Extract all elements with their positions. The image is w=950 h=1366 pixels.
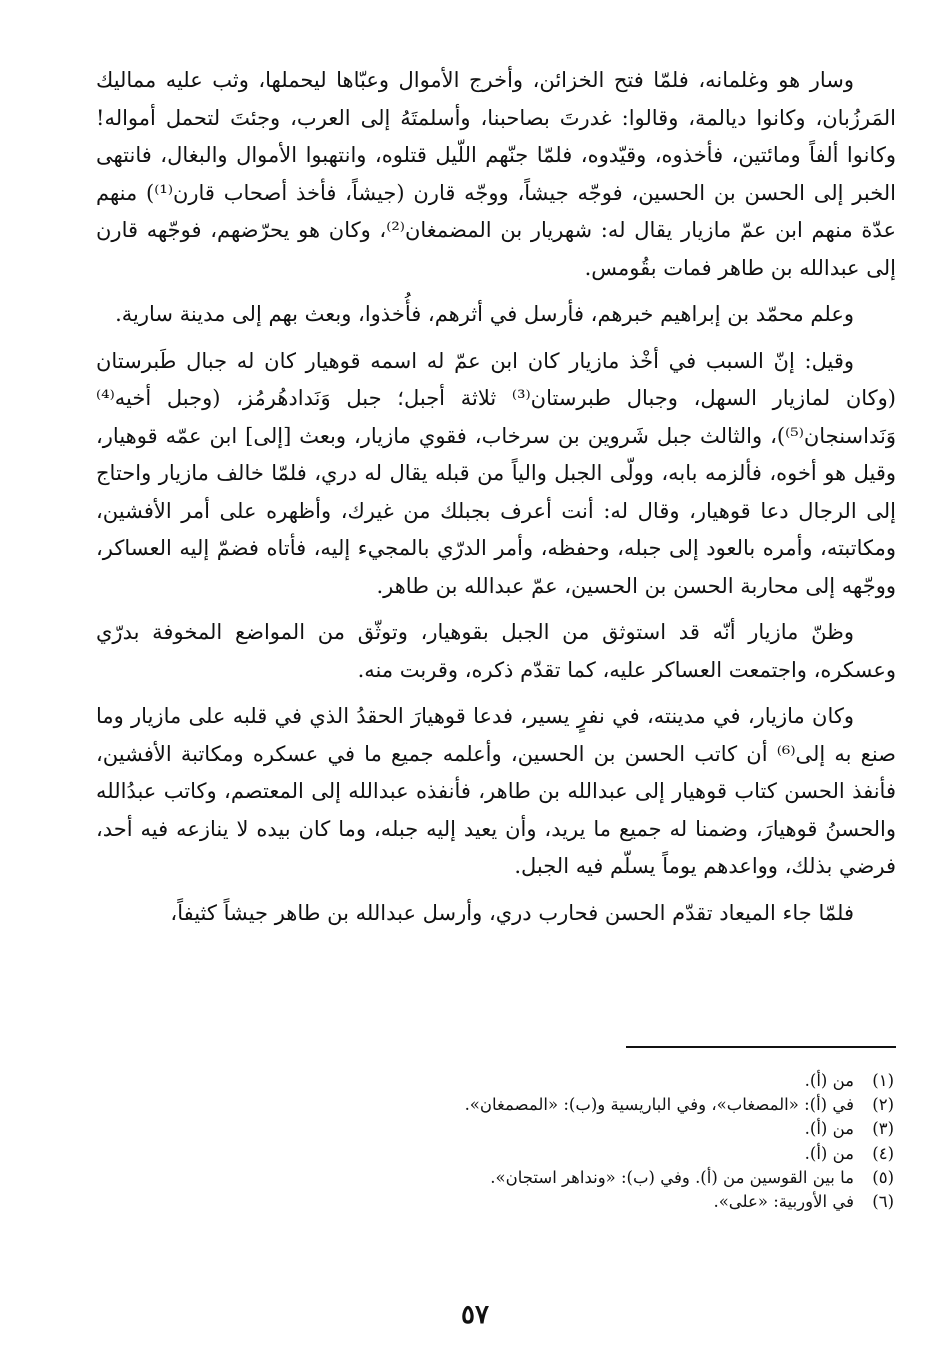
footnote (200, 1069, 894, 1093)
paragraph-3: وقيل: إنّ السبب في أخْذ مازيار كان ابن عمّ له اسمه قوهيار كان له جبال طَبرستان (وكان لمازيار السهل، وجبال طبرستان⁽³⁾ ثلاثة أجبل؛ جبل وَنَدادهُرمُز، (وجبل أخيه⁽⁴⁾ وَنَداسنجان⁽⁵⁾)، والثالث جبل شَروين بن سرخاب، فقوي مازيار، وبعث [إلى] ابن عمّه قوهيار، وقيل هو أخوه، فألزمه بابه، وولّى الجبل والياً من قبله يقال له دري، فلمّا خالف مازيار واحتاج إلى الرجال دعا قوهيار، وقال له: أنت أعرف بجبلك من غيرك، وأظهره على أمر الأفشين، ومكاتبته، وأمره بالعود إلى جبله، وحفظه، وأمر الدرّي بالمجيء إليه، فأتاه فضمّ إليه العساكر، ووجّهه إلى محاربة الحسن بن الحسين، عمّ عبدالله بن طاهر. (96, 348, 896, 598)
footnote (200, 1117, 894, 1141)
main-text (96, 62, 896, 941)
paragraph-4: وظنّ مازيار أنّه قد استوثق من الجبل بقوهيار، وتوثّق من المواضع المخوفة بدرّي وعسكره، واجتمعت العساكر عليه، كما تقدّم ذكره، وقربت منه. (96, 620, 896, 682)
footnote-text: من (أ). (804, 1119, 854, 1139)
footnote-number: (٣) (872, 1119, 894, 1139)
footnote-text: من (أ). (804, 1143, 854, 1163)
footnote-number: (١) (872, 1071, 894, 1090)
paragraph-6: فلمّا جاء الميعاد تقدّم الحسن فحارب دري، وأرسل عبدالله بن طاهر جيشاً كثيفاً، (170, 900, 854, 925)
footnote-text: في الأوربية: «على». (713, 1192, 854, 1212)
footnote (200, 1166, 894, 1190)
footnotes (200, 1069, 894, 1214)
footnote-text: في (أ): «المصغاب»، وفي الباريسية و(ب): «المصمغان». (464, 1095, 854, 1115)
footnote-number: (٤) (872, 1143, 894, 1163)
footnote-number: (٥) (872, 1167, 894, 1187)
footnote-text: ما بين القوسين من (أ). وفي (ب): «ونداهر استجان». (490, 1167, 854, 1187)
footnote-separator (626, 1046, 896, 1048)
paragraph-5: وكان مازيار، في مدينته، في نفرٍ يسير، فدعا قوهيارَ الحقدُ الذي في قلبه على مازيار وما صنع به إلى⁽⁶⁾ أن كاتب الحسن بن الحسين، وأعلمه جميع ما في عسكره ومكاتبة الأفشين، فأنفذ الحسن كتاب قوهيار إلى عبدالله بن طاهر، فأنفذه عبدالله إلى المعتصم، وكاتب عبدُالله والحسنُ قوهيارَ، وضمنا له جميع ما يريد، وأن يعيد إليه جبله، وما كان بيده لا ينازعه فيه أحد، فرضي بذلك، وواعدهم يوماً يسلّم فيه الجبل. (96, 704, 896, 878)
footnote (200, 1093, 894, 1117)
paragraph-2: وعلم محمّد بن إبراهيم خبرهم، فأرسل في أثرهم، فأُخذوا، وبعث بهم إلى مدينة سارية. (115, 302, 854, 326)
paragraph-1: وسار هو وغلمانه، فلمّا فتح الخزائن، وأخرج الأموال وعبّاها ليحملها، وثب عليه مماليك المَرزُبان، وكانوا ديالمة، وقالوا: غدرتَ بصاحبنا، وأسلمتَهُ إلى العرب، وجئتَ لتحمل أمواله! وكانوا ألفاً ومائتين، فأخذوه، وقيّدوه، فلمّا جنّهم اللّيل قتلوه، وانتهبوا الأموال والبغال، فانتهى الخبر إلى الحسن بن الحسين، فوجّه جيشاً، ووجّه قارن (جيشاً، فأخذ أصحاب قارن⁽¹⁾) منهم عدّة منهم ابن عمّ مازيار يقال له: شهريار بن المضمغان⁽²⁾، وكان هو يحرّضهم، فوجّهه قارن إلى عبدالله بن طاهر فمات بقُومس. (96, 68, 896, 280)
footnote-text: من (أ). (804, 1071, 854, 1090)
footnote (200, 1142, 894, 1166)
footnote-number: (٢) (872, 1095, 894, 1115)
footnote-number: (٦) (872, 1192, 894, 1212)
footnote (200, 1190, 894, 1214)
page-number: ٥٧ (461, 1300, 489, 1330)
